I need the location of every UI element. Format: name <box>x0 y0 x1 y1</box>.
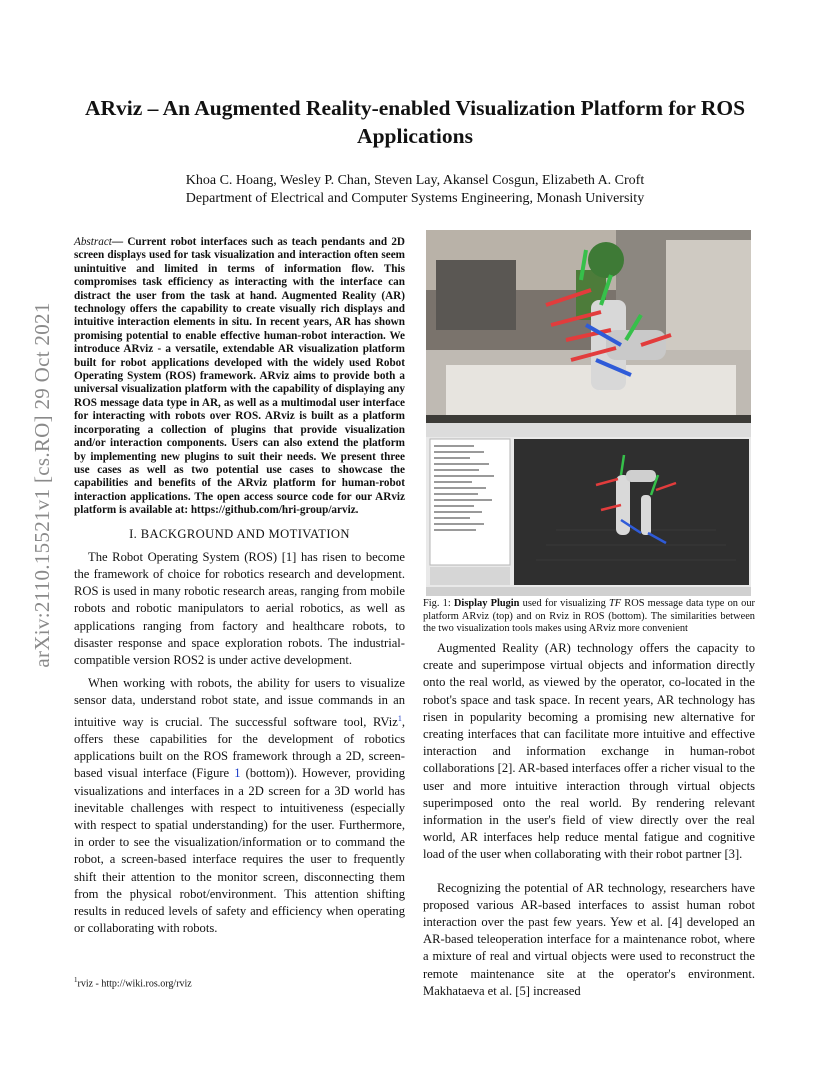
section-heading: I. BACKGROUND AND MOTIVATION <box>129 526 350 541</box>
arxiv-stamp <box>12 290 60 680</box>
abstract <box>74 236 405 518</box>
paragraph: Recognizing the potential of AR technology, researchers have proposed various AR-based interfaces to assist human robot interaction over the past few years. Yew et al. [4] developed an AR-based teleoperation interface for a maintenance robot, where a mixture of real and virtual objects were used to reconstruct the remote maintenance site at the operator's environment. Makhataeva et al. [5] increased <box>423 880 755 998</box>
paragraph: The Robot Operating System (ROS) [1] has risen to become the framework of choice for robotics research and development. ROS is used in many robotic research areas, ranging from mobile robots and robotic manipulators to aerial robotics, as well as applications ranging from factory and healthcare robots, to disaster response and space exploration robots. The industrial-compatible version ROS2 is under active development. <box>74 549 405 667</box>
author-list: Khoa C. Hoang, Wesley P. Chan, Steven Lay, Akansel Cosgun, Elizabeth A. Croft <box>185 173 645 188</box>
abstract-text: — Current robot interfaces such as teach pendants and 2D screen displays used for task visualization and interaction often seem unintuitive and limited in terms of information flow. This compromises task efficiency as interacting with the interface can distract the user from the task at hand. Augmented Reality (AR) technology offers the capability to create visually rich displays and intuitive interaction elements in situ. In recent years, AR has shown promising potential to enable effective human-robot interaction. We introduce ARviz - a versatile, extendable AR visualization platform built for robot applications developed with the widely used Robot Operating System (ROS) framework. ARviz aims to provide both a universal visualization platform with the capability of displaying any ROS message data type in AR, as well as a multimodal user interface for interacting with robots over ROS. ARviz is built as a platform incorporating a collection of plugins that provide visualization and/or interaction components. Users can also extend the platform by implementing new plugins to suit their needs. We present three use cases as well as two potential use cases to showcase the capabilities and benefits of the ARviz platform for human-robot interaction applications. The open access source code for our ARviz platform is available at: https://github.com/hri-group/arviz. <box>74 236 405 517</box>
right-column <box>423 640 755 1000</box>
affiliation: Department of Electrical and Computer Systems Engineering, Monash University <box>185 191 645 206</box>
paragraph: Augmented Reality (AR) technology offers the capacity to create and superimpose virtual objects and information directly onto the real world, as viewed by the operator, co-located in the robot's space and task space. In recent years, AR technology has risen in popularity becoming a promising new alternative for creating interfaces that can facilitate more intuitive and effective interaction and information exchange in human-robot collaborations [2]. AR-based interfaces offer a richer visual to the user and more intuitive interaction through virtual objects superimposed onto the real world. By rendering relevant information in the user's field of view directly over the real world, AR interfaces help reduce mental fatigue and cognitive load of the user when collaborating with their robot partner [3]. <box>423 641 755 862</box>
left-column <box>74 236 405 937</box>
author-block <box>70 172 760 208</box>
arxiv-identifier: arXiv:2110.15521v1 [cs.RO] 29 Oct 2021 <box>30 302 54 668</box>
footnote: $^1$rviz - http://wiki.ros.org/rviz <box>74 976 192 990</box>
footnote-ref[interactable]: 1 <box>397 713 402 723</box>
rviz-screenshot <box>426 415 751 596</box>
paragraph: When working with robots, the ability for users to visualize sensor data, understand robot state, and issue commands in an intuitive way is crucial. The successful software tool, RViz$^1$, offers these capabilities for the development of robotics applications built on the ROS framework through a 2D, screen-based visual interface (Figure 1 (bottom)). However, providing visualizations and interfaces in a 2D screen for a 3D world has inevitable challenges with respect to intuitiveness (especially with respect to spatial understanding) for the user. Furthermore, in order to see the visualization/information or to command the robot, a screen-based interface requires the user to frequently shift their attention to the monitor screen, disconnecting them from the physical robot/environment. This attention shifting results in reduced levels of safety and efficiency when operating or collaborating with robots. <box>74 676 405 936</box>
ar-photo <box>426 230 751 415</box>
figure-caption: Fig. 1: Display Plugin used for visualizing TF ROS message data type on our platform ARviz (top) and on Rviz in ROS (bottom). The similarities between the two visualization tools makes using ARviz more convenient <box>423 598 756 635</box>
figure-ref[interactable]: 1 <box>234 766 241 781</box>
abstract-lead: Abstract <box>74 236 112 248</box>
paper-title: ARviz – An Augmented Reality-enabled Visualization Platform for ROS Applications <box>84 96 746 148</box>
figure-1 <box>426 230 751 596</box>
